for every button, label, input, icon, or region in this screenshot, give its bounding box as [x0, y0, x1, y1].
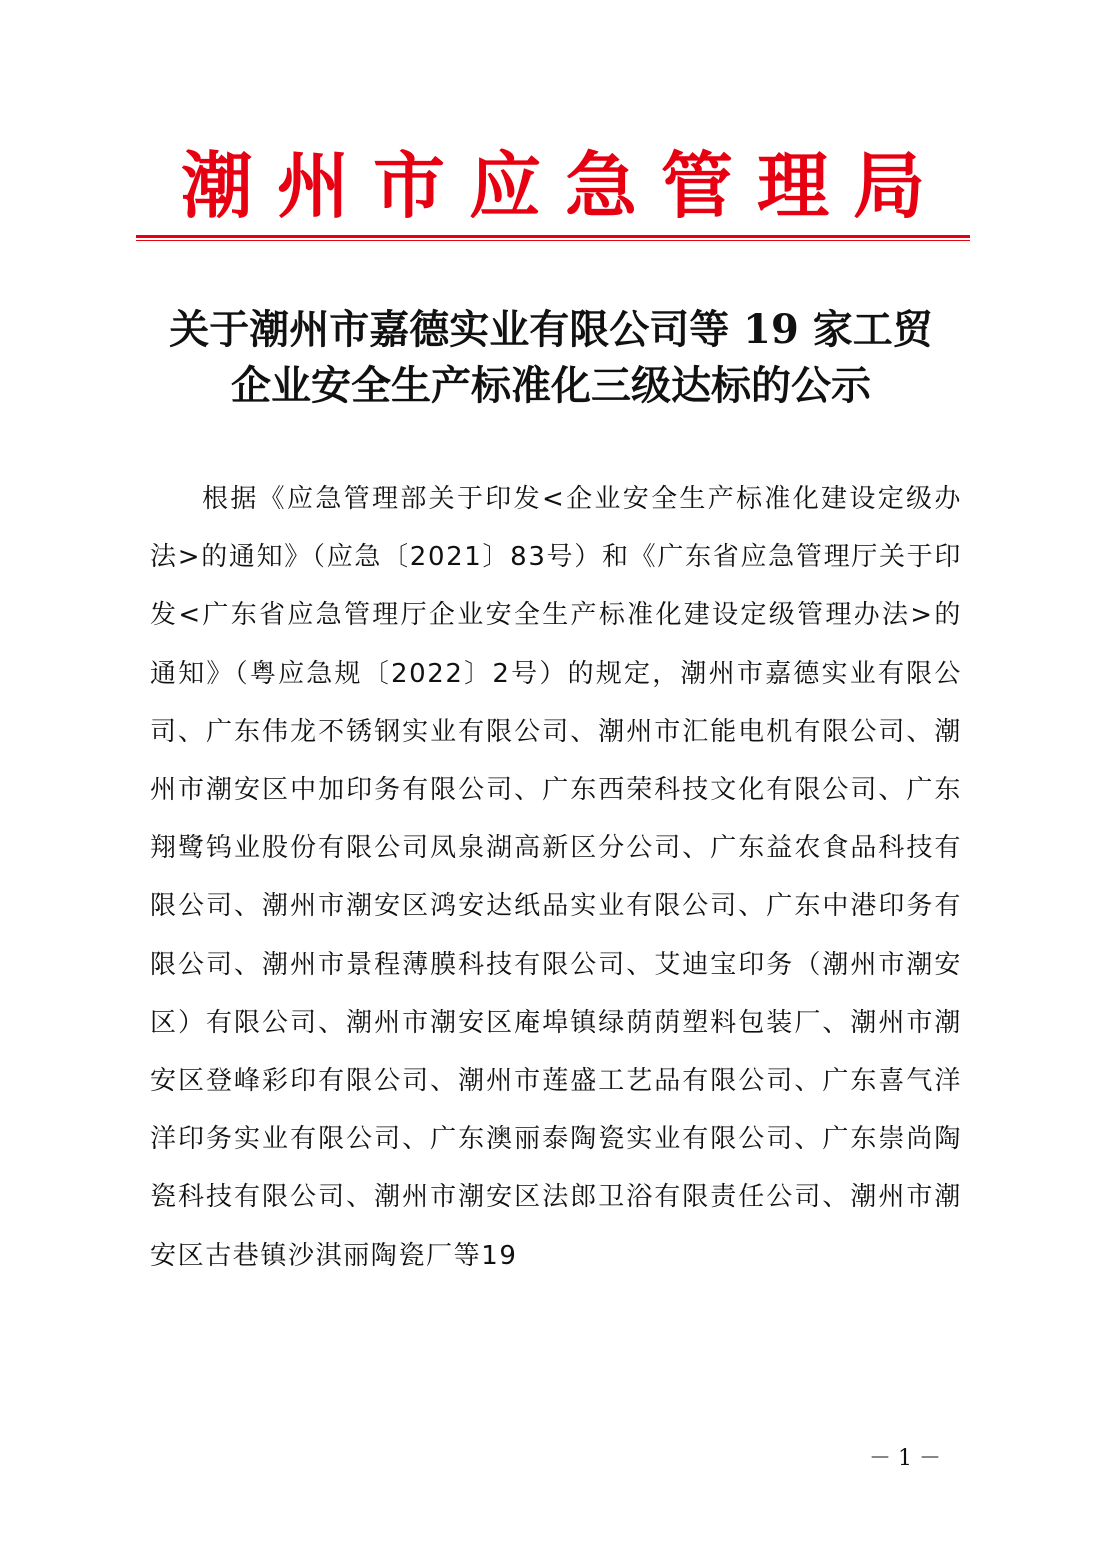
body-paragraph: 根据《应急管理部关于印发<企业安全生产标准化建设定级办法>的通知》（应急〔2021〕83号）和《广东省应急管理厅关于印发<广东省应急管理厅企业安全生产标准化建设定级管理办法>的通知》（粤应急规〔2022〕2号）的规定，潮州市嘉德实业有限公司、广东伟龙不锈钢实业有限公司、潮州市汇能电机有限公司、潮州市潮安区中加印务有限公司、广东西荣科技文化有限公司、广东翔鹭钨业股份有限公司凤泉湖高新区分公司、广东益农食品科技有限公司、潮州市潮安区鸿安达纸品实业有限公司、广东中港印务有限公司、潮州市景程薄膜科技有限公司、艾迪宝印务（潮州市潮安区）有限公司、潮州市潮安区庵埠镇绿荫荫塑料包装厂、潮州市潮安区登峰彩印有限公司、潮州市莲盛工艺品有限公司、广东喜气洋洋印务实业有限公司、广东澳丽泰陶瓷实业有限公司、广东崇尚陶瓷科技有限公司、潮州市潮安区法郎卫浴有限责任公司、潮州市潮安区古巷镇沙淇丽陶瓷厂等19 — [150, 484, 962, 1271]
header-red-rule-thin — [136, 240, 970, 241]
header-red-rule-thick — [136, 235, 970, 238]
document-title-line-1: 关于潮州市嘉德实业有限公司等 19 家工贸 — [169, 306, 933, 353]
page-number: － 1 － — [869, 1446, 941, 1471]
agency-header: 潮州市应急管理局 — [180, 143, 949, 228]
document-title — [120, 302, 982, 414]
document-title-line-2: 企业安全生产标准化三级达标的公示 — [231, 362, 871, 409]
